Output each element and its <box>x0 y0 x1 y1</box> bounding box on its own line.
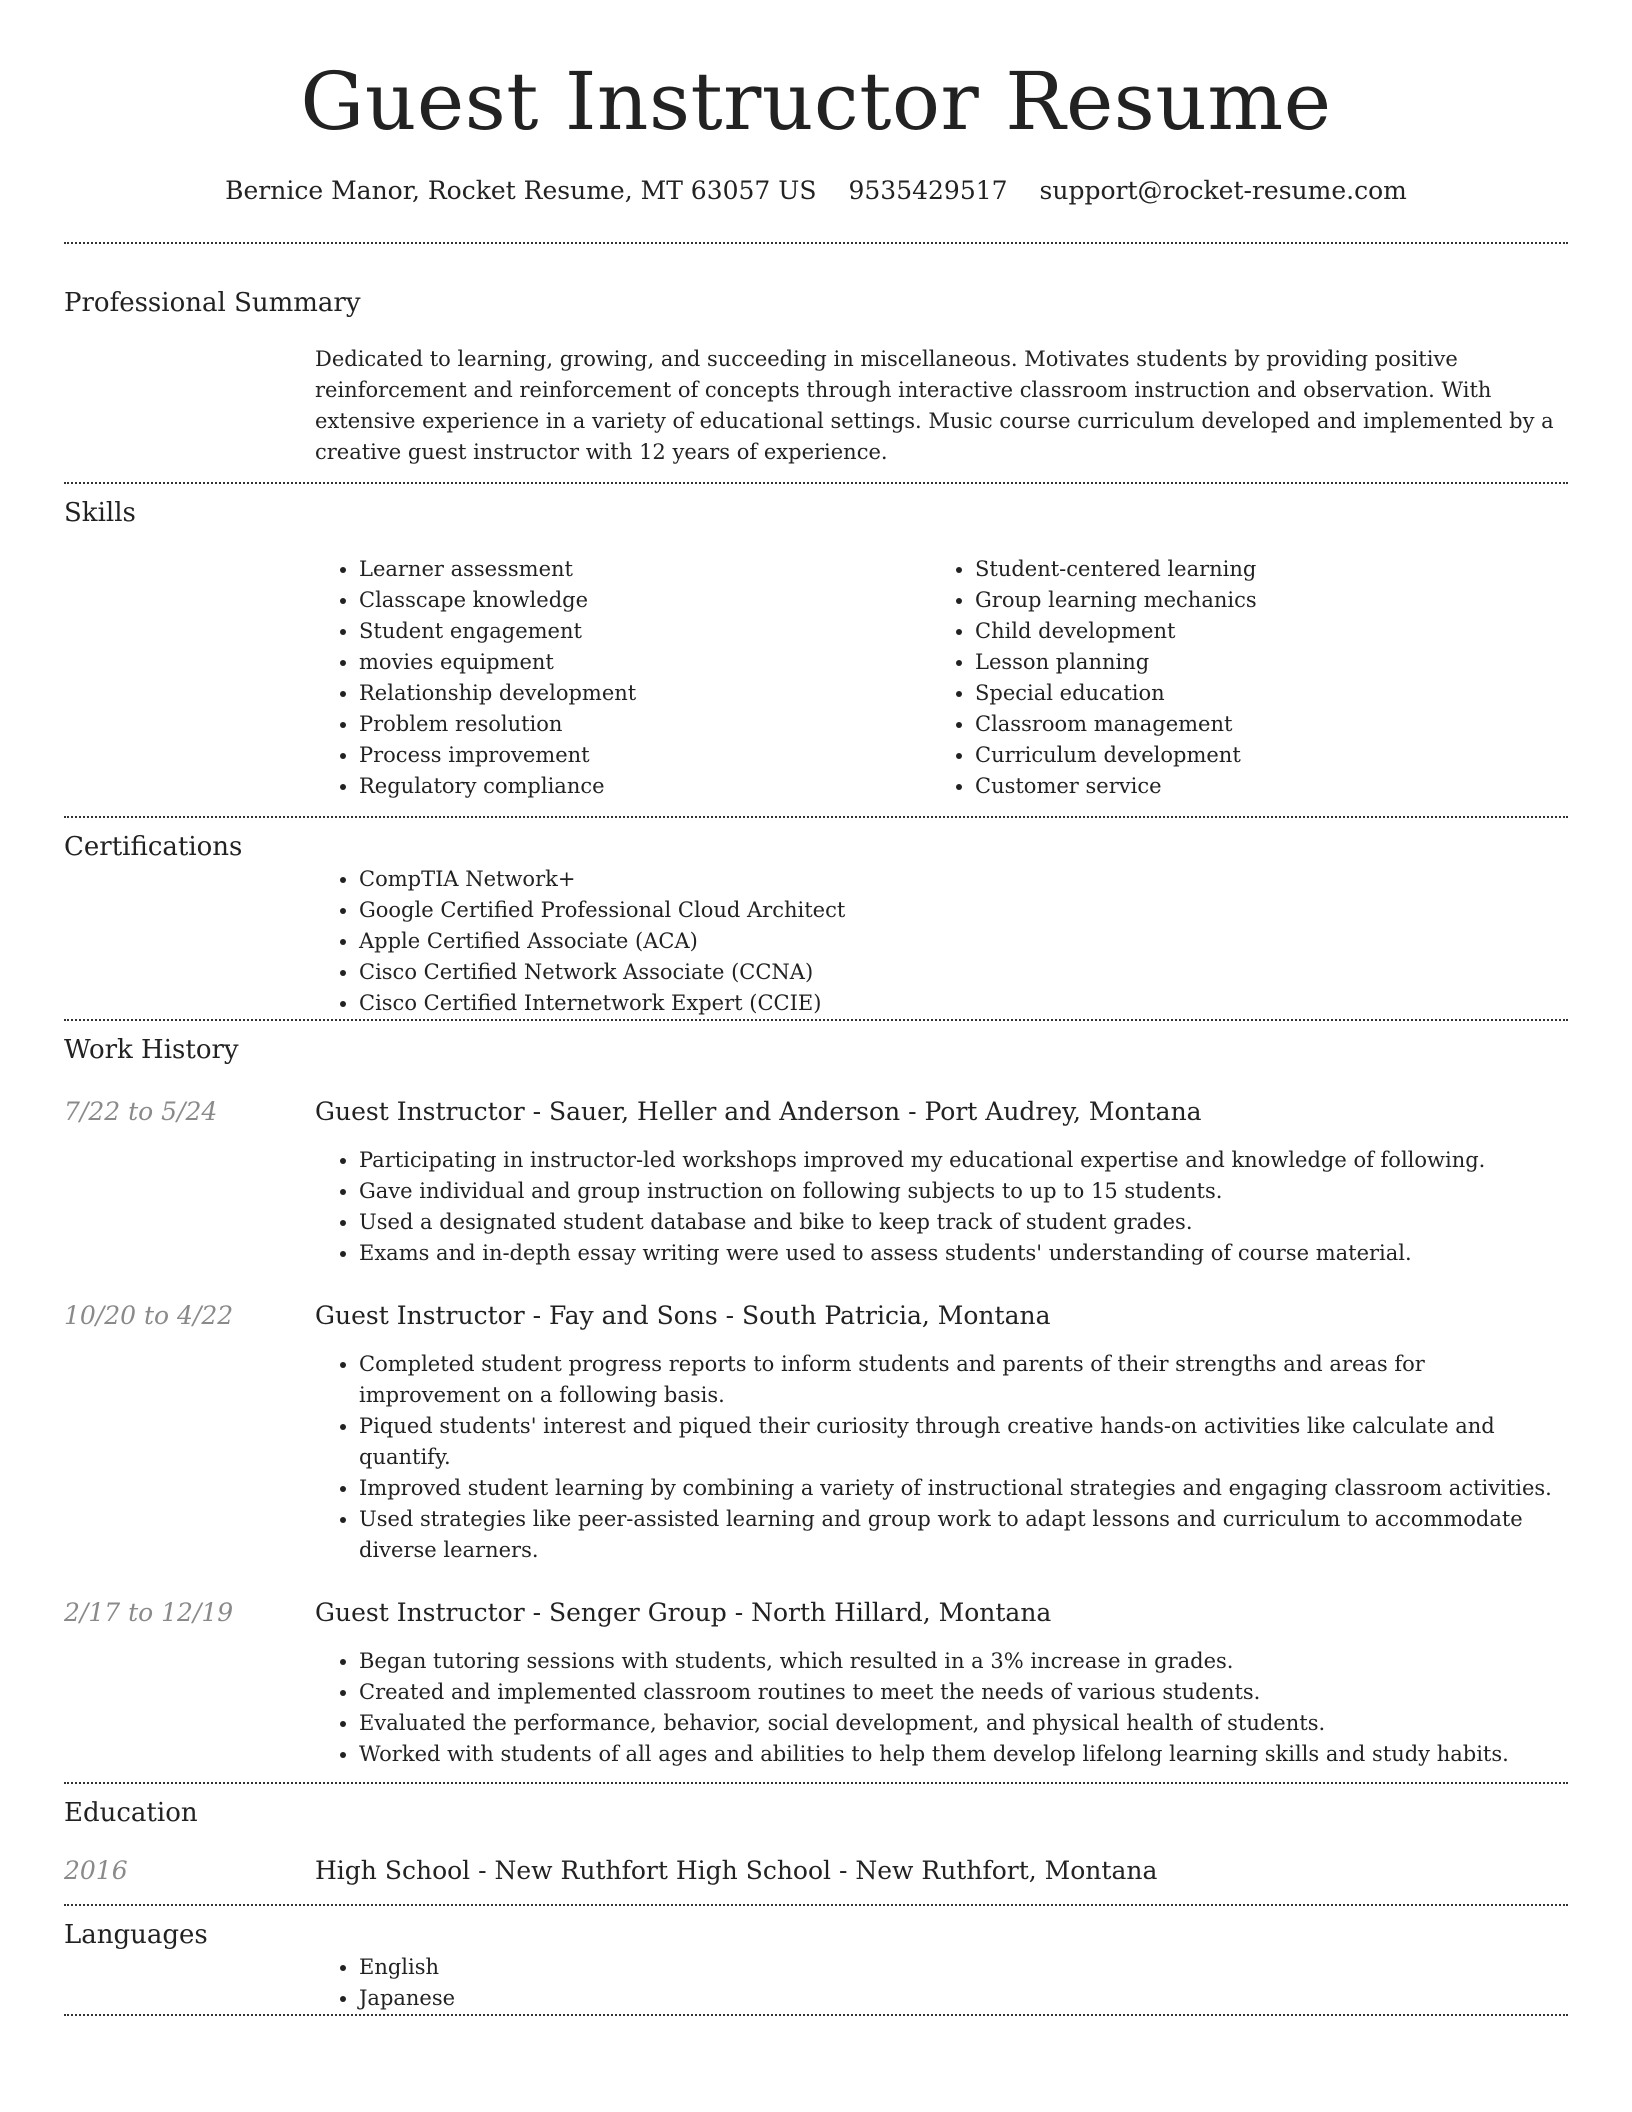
summary-text: Dedicated to learning, growing, and succeeding in miscellaneous. Motivates students by providing positive reinforcement and reinforcement of concepts through interactive classroom instruction and observation. With extensive experience in a variety of educational settings. Music course curriculum developed and implemented by a creative guest instructor with 12 years of experience. <box>315 347 1554 464</box>
languages-section <box>64 1906 1568 2014</box>
job-bullet: • Evaluated the performance, behavior, social development, and physical health of students. <box>359 1708 1568 1739</box>
skill-item: • Special education <box>975 678 1568 709</box>
skill-item: • Curriculum development <box>975 740 1568 771</box>
section-divider <box>64 2014 1568 2016</box>
education-heading: Education <box>64 1798 198 1828</box>
job-bullet: • Improved student learning by combining a variety of instructional strategies and engaging classroom activities. <box>359 1473 1568 1504</box>
contact-phone: 9535429517 <box>848 176 1008 205</box>
summary-heading: Professional Summary <box>64 288 361 318</box>
job-bullet: • Piqued students' interest and piqued their curiosity through creative hands-on activities like calculate and quantify. <box>359 1411 1568 1473</box>
languages-list <box>315 1952 1568 2014</box>
certification-item: • Cisco Certified Network Associate (CCNA) <box>359 957 1568 988</box>
skill-item: • Classcape knowledge <box>359 585 931 616</box>
certification-item: • Apple Certified Associate (ACA) <box>359 926 1568 957</box>
language-item: • Japanese <box>359 1983 1568 2014</box>
job-entry <box>64 1299 1568 1566</box>
work-history-heading: Work History <box>64 1035 239 1065</box>
education-entry: High School - New Ruthfort High School - New Ruthfort, Montana <box>315 1856 1158 1885</box>
skill-item: • Student engagement <box>359 616 931 647</box>
skill-item: • Classroom management <box>975 709 1568 740</box>
job-bullet: • Worked with students of all ages and abilities to help them develop lifelong learning skills and study habits. <box>359 1739 1568 1770</box>
contact-email: support@rocket-resume.com <box>1039 176 1407 205</box>
certification-item: • Cisco Certified Internetwork Expert (CCIE) <box>359 988 1568 1019</box>
certifications-section <box>64 818 1568 1019</box>
work-history-section <box>64 1021 1568 1770</box>
resume-title: Guest Instructor Resume <box>300 55 1332 148</box>
job-bullets <box>315 1349 1568 1566</box>
contact-line <box>64 174 1568 208</box>
skill-item: • Problem resolution <box>359 709 931 740</box>
job-bullets <box>315 1145 1568 1269</box>
job-bullet: • Began tutoring sessions with students, which resulted in a 3% increase in grades. <box>359 1646 1568 1677</box>
education-section <box>64 1784 1568 1888</box>
job-bullet: • Participating in instructor-led workshops improved my educational expertise and knowledge of following. <box>359 1145 1568 1176</box>
job-entry <box>64 1095 1568 1269</box>
education-year: 2016 <box>64 1856 128 1885</box>
job-title: Guest Instructor - Senger Group - North Hillard, Montana <box>315 1598 1052 1627</box>
skill-item: • Child development <box>975 616 1568 647</box>
skill-item: • Regulatory compliance <box>359 771 931 802</box>
job-dates: 2/17 to 12/19 <box>64 1598 234 1627</box>
job-title: Guest Instructor - Fay and Sons - South Patricia, Montana <box>315 1301 1051 1330</box>
job-dates: 7/22 to 5/24 <box>64 1097 218 1126</box>
skills-list-right <box>931 554 1568 802</box>
skills-list-left <box>315 554 931 802</box>
certification-item: • CompTIA Network+ <box>359 864 1568 895</box>
skill-item: • Customer service <box>975 771 1568 802</box>
summary-section <box>64 244 1568 468</box>
certifications-heading: Certifications <box>64 832 243 862</box>
job-dates: 10/20 to 4/22 <box>64 1301 234 1330</box>
job-title: Guest Instructor - Sauer, Heller and Anderson - Port Audrey, Montana <box>315 1097 1202 1126</box>
job-bullet: • Used a designated student database and bike to keep track of student grades. <box>359 1207 1568 1238</box>
skills-section <box>64 484 1568 802</box>
certifications-list <box>315 864 1568 1019</box>
skill-item: • Lesson planning <box>975 647 1568 678</box>
skills-heading: Skills <box>64 498 136 528</box>
language-item: • English <box>359 1952 1568 1983</box>
skill-item: • Relationship development <box>359 678 931 709</box>
job-bullets <box>315 1646 1568 1770</box>
job-entry <box>64 1596 1568 1770</box>
job-bullet: • Exams and in-depth essay writing were used to assess students' understanding of course material. <box>359 1238 1568 1269</box>
job-bullet: • Used strategies like peer-assisted learning and group work to adapt lessons and curriculum to accommodate diverse learners. <box>359 1504 1568 1566</box>
skill-item: • movies equipment <box>359 647 931 678</box>
job-bullet: • Gave individual and group instruction on following subjects to up to 15 students. <box>359 1176 1568 1207</box>
skill-item: • Learner assessment <box>359 554 931 585</box>
languages-heading: Languages <box>64 1920 208 1950</box>
certification-item: • Google Certified Professional Cloud Architect <box>359 895 1568 926</box>
skill-item: • Student-centered learning <box>975 554 1568 585</box>
job-bullet: • Completed student progress reports to inform students and parents of their strengths and areas for improvement on a following basis. <box>359 1349 1568 1411</box>
contact-address: Bernice Manor, Rocket Resume, MT 63057 US <box>225 176 817 205</box>
skill-item: • Process improvement <box>359 740 931 771</box>
skill-item: • Group learning mechanics <box>975 585 1568 616</box>
job-bullet: • Created and implemented classroom routines to meet the needs of various students. <box>359 1677 1568 1708</box>
